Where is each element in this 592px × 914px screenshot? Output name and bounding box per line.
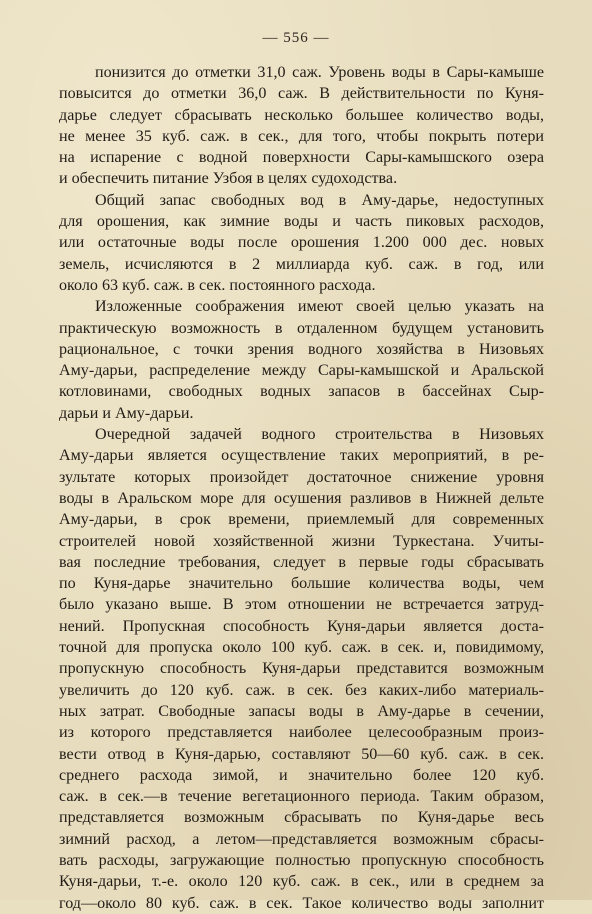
text-line: было указано выше. В этом отношении не встречается затруд- (59, 596, 544, 614)
text-line: Аму-дарьи, распределение между Сары-камышской и Аральской (59, 362, 544, 380)
text-line: саж. в сек.—в течение вегетационного периода. Таким образом, (59, 788, 544, 806)
text-line: точной для пропуска около 100 куб. саж. в сек. и, повидимому, (59, 639, 544, 657)
text-line: вая последние требования, следует в первые годы сбрасывать (59, 553, 544, 571)
text-line: для орошения, как зимние воды и часть пиковых расходов, (59, 213, 544, 231)
text-line: не менее 35 куб. саж. в сек., для того, чтобы покрыть потери (59, 127, 544, 145)
text-line: по Куня-дарье значительно большие количества воды, чем (59, 575, 544, 593)
text-line: зимний расход, а летом—представляется возможным сбрасы- (59, 830, 544, 848)
body-text (59, 62, 544, 914)
text-line: и обеспечить питание Узбоя в целях судоходства. (59, 170, 398, 188)
text-line: воды в Аральском море для осушения разливов в Нижней дельте (59, 489, 544, 507)
text-line: строителей новой хозяйственной жизни Туркестана. Учиты- (59, 532, 544, 550)
text-line: около 63 куб. саж. в сек. постоянного расхода. (59, 276, 376, 294)
paragraph (59, 296, 544, 424)
text-line: нений. Пропускная способность Куня-дарьи является доста- (59, 617, 544, 635)
text-line: Куня-дарьи, т.-е. около 120 куб. саж. в сек., или в среднем за (59, 873, 544, 891)
text-line: повысится до отметки 36,0 саж. В действительности по Куня- (59, 85, 544, 103)
text-line: на испарение с водной поверхности Сары-камышского озера (59, 149, 544, 167)
text-line: рациональное, с точки зрения водного хозяйства в Низовьях (59, 340, 544, 358)
text-line: практическую возможность в отдаленном будущем установить (59, 319, 544, 337)
text-line: земель, исчисляются в 2 миллиарда куб. саж. в год, или (59, 255, 544, 273)
text-line: Изложенные соображения имеют своей целью указать на (95, 298, 544, 316)
text-line: вать расходы, загружающие полностью пропускную способность (59, 851, 544, 869)
paragraph (59, 62, 544, 190)
text-line: увеличить до 120 куб. саж. в сек. без каких-либо материаль- (59, 681, 544, 699)
text-line: зультате которых произойдет достаточное снижение уровня (59, 468, 544, 486)
text-line: среднего расхода зимой, и значительно более 120 куб. (59, 766, 544, 784)
text-line: дарье следует сбрасывать несколько большее количество воды, (59, 106, 544, 124)
text-line: Очередной задачей водного строительства в Низовьях (95, 426, 544, 444)
text-line: или остаточные воды после орошения 1.200 000 дес. новых (59, 234, 544, 252)
text-line: ных затрат. Свободные запасы воды в Аму-дарье в сечении, (59, 702, 544, 720)
text-line: год—около 80 куб. саж. в сек. Такое количество воды заполнит (59, 894, 544, 912)
text-line: пропускную способность Куня-дарьи представится возможным (59, 660, 544, 678)
paragraph (59, 424, 544, 914)
paragraph (59, 190, 544, 296)
text-line: вести отвод в Куня-дарью, составляют 50—60 куб. саж. в сек. (59, 745, 544, 763)
text-line: Аму-дарьи, в срок времени, приемлемый для современных (59, 511, 544, 529)
text-line: котловинами, свободных водных запасов в бассейнах Сыр- (59, 383, 544, 401)
text-line: понизится до отметки 31,0 саж. Уровень воды в Сары-камыше (95, 64, 544, 81)
text-line: Аму-дарьи является осуществление таких мероприятий, в ре- (59, 447, 544, 465)
text-line: дарьи и Аму-дарьи. (59, 404, 194, 422)
page-number: — 556 — (262, 30, 330, 46)
text-line: из которого представляется наиболее целесообразным произ- (59, 724, 544, 742)
text-line: представляется возможным сбрасывать по Куня-дарье весь (59, 809, 544, 827)
text-line: Общий запас свободных вод в Аму-дарье, недоступных (95, 191, 544, 209)
